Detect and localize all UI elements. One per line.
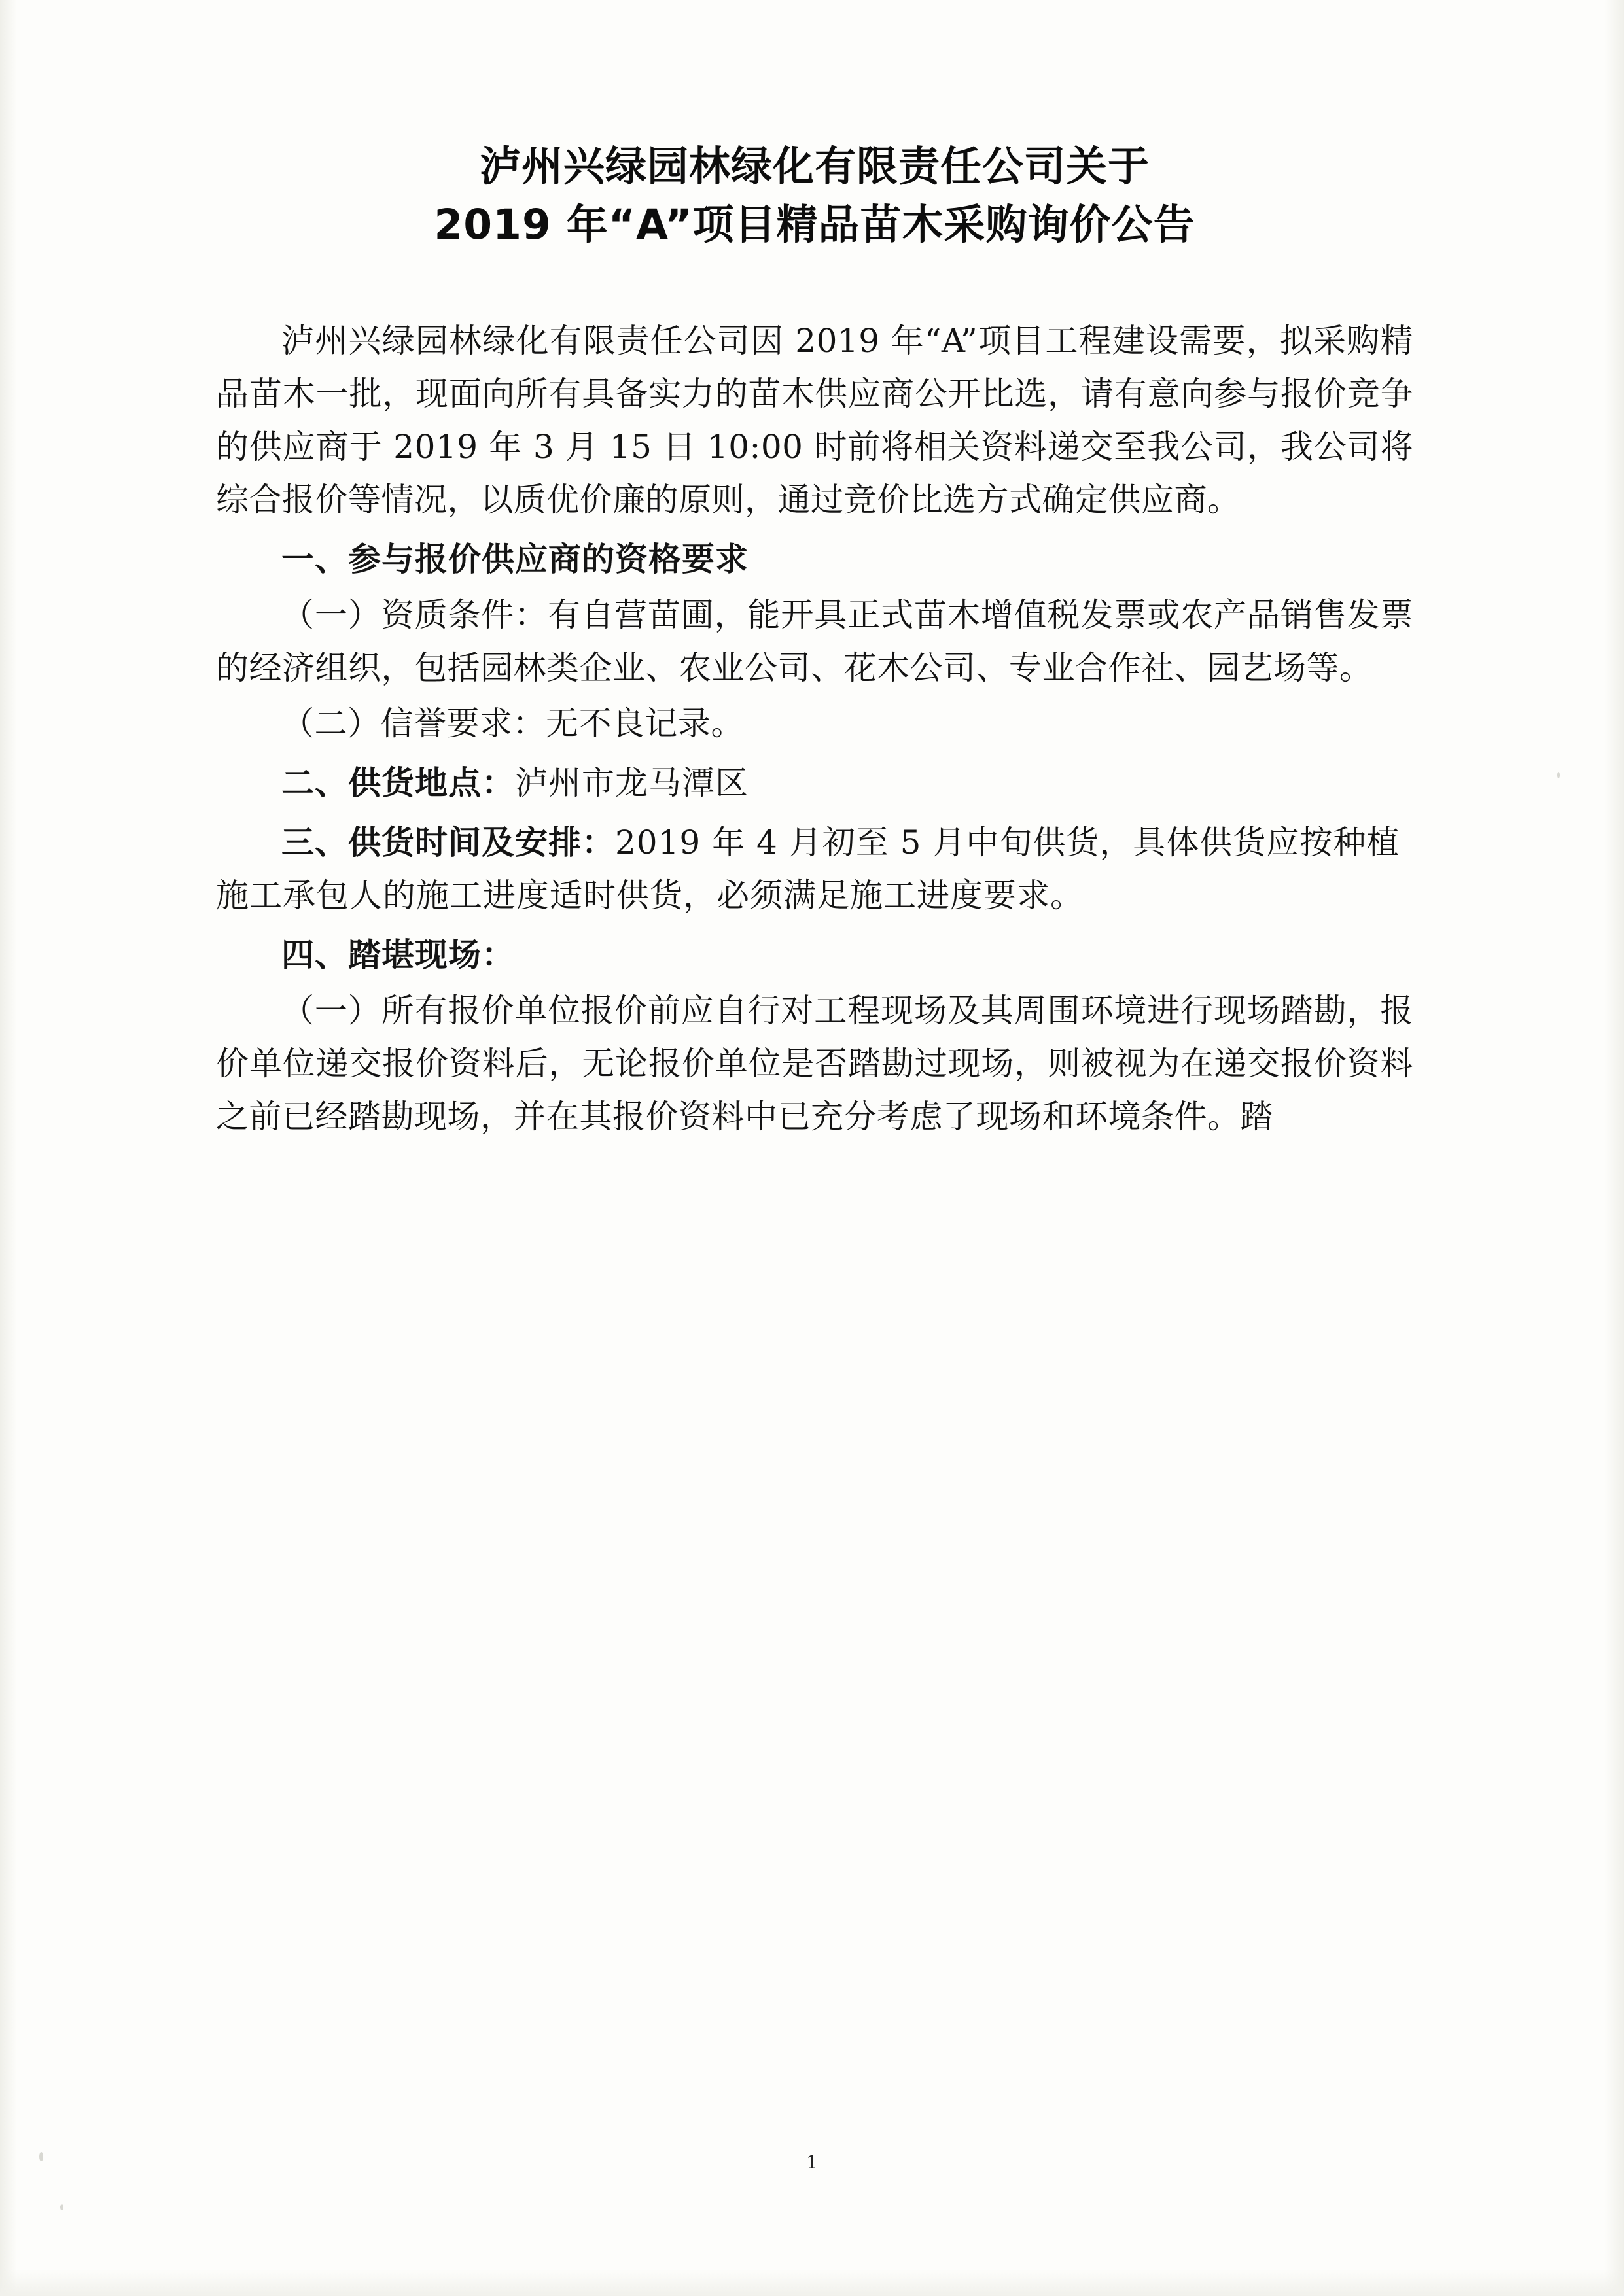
scan-edge-bottom: [0, 2270, 1624, 2296]
scan-speck: [60, 2204, 63, 2210]
section-heading-3-label: 三、供货时间及安排：: [281, 823, 615, 861]
section-heading-2: [216, 757, 1413, 810]
page-title: [216, 137, 1413, 254]
qualification-paragraph: （一）资质条件：有自营苗圃，能开具正式苗木增值税发票或农产品销售发票的经济组织，包括园林类企业、农业公司、花木公司、专业合作社、园艺场等。: [216, 595, 1413, 687]
section-heading-1: 一、参与报价供应商的资格要求: [281, 540, 749, 578]
title-line-2: 2019 年“A”项目精品苗木采购询价公告: [434, 201, 1195, 249]
document-body: [216, 137, 1413, 1146]
page-number: 1: [806, 2151, 818, 2173]
scan-edge-left: [0, 0, 17, 2296]
title-line-1: 泸州兴绿园林绿化有限责任公司关于: [480, 143, 1150, 190]
section-heading-4: 四、踏堪现场：: [281, 935, 515, 974]
section-heading-2-label: 二、供货地点：: [281, 763, 515, 802]
scan-edge-right: [1604, 0, 1624, 2296]
document-paragraphs: [216, 315, 1413, 1143]
credit-paragraph: （二）信誉要求：无不良记录。: [281, 704, 744, 742]
intro-paragraph: 泸州兴绿园林绿化有限责任公司因 2019 年“A”项目工程建设需要，拟采购精品苗木一批，现面向所有具备实力的苗木供应商公开比选，请有意向参与报价竞争的供应商于 2019 年 3 月 15 日 10:00 时前将相关资料递交至我公司，我公司将综合报价等情况，以质优价廉的原则，通过竞价比选方式确定供应商。: [216, 321, 1413, 519]
section-heading-3-value: 2019 年 4 月初至 5 月中旬供货，具体供货应按种植施工承包人的施工进度适时供货，必须满足施工进度要求。: [216, 823, 1400, 914]
section-heading-3: [216, 816, 1413, 922]
section-heading-2-value: 泸州市龙马潭区: [515, 763, 749, 802]
scan-speck: [1557, 772, 1560, 778]
site-visit-paragraph: （一）所有报价单位报价前应自行对工程现场及其周围环境进行现场踏勘，报价单位递交报价资料后，无论报价单位是否踏勘过现场，则被视为在递交报价资料之前已经踏勘现场，并在其报价资料中已充分考虑了现场和环境条件。踏: [216, 991, 1413, 1136]
